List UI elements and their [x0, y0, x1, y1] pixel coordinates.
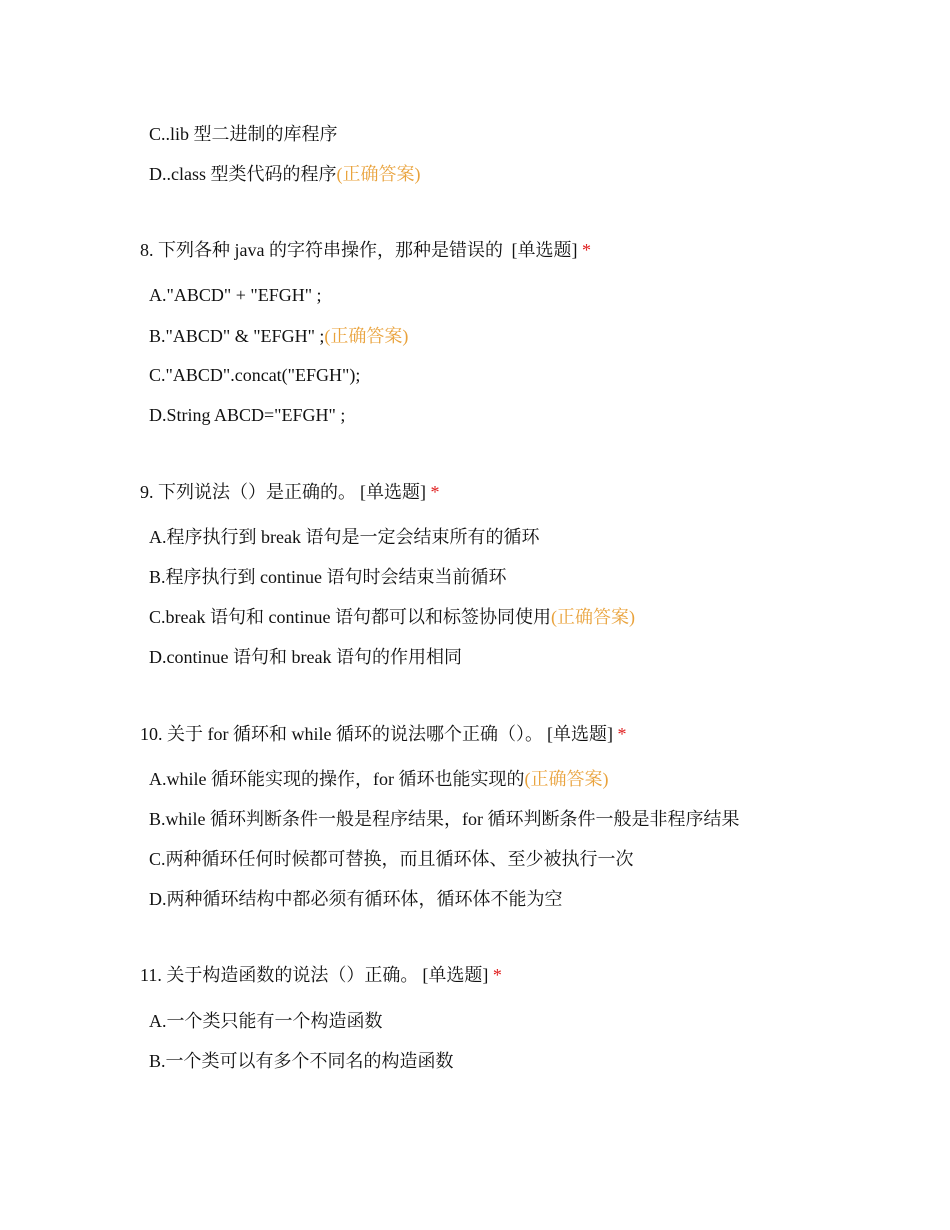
option-text: B.while 循环判断条件一般是程序结果，for 循环判断条件一般是非程序结果 — [149, 809, 740, 829]
required-mark: * — [430, 482, 440, 502]
option-text: C."ABCD".concat("EFGH"); — [149, 365, 361, 385]
required-mark: * — [492, 965, 502, 985]
option-text: C..lib 型二进制的库程序 — [149, 124, 338, 144]
q10-option-d — [149, 887, 563, 911]
q10-option-b — [149, 807, 739, 831]
q9-option-b — [149, 565, 507, 589]
q10-option-a — [149, 767, 608, 791]
option-text: D.两种循环结构中都必须有循环体，循环体不能为空 — [149, 889, 563, 909]
option-text: B.一个类可以有多个不同名的构造函数 — [149, 1051, 454, 1071]
q11-title — [140, 963, 502, 987]
q10-title — [140, 722, 626, 746]
question-text: 8. 下列各种 java 的字符串操作，那种是错误的 — [140, 240, 508, 260]
option-text: D.continue 语句和 break 语句的作用相同 — [149, 647, 462, 667]
q8-option-a — [149, 283, 322, 307]
question-type: [单选题] — [422, 965, 489, 985]
correct-answer-tag: (正确答案) — [336, 164, 421, 184]
required-mark: * — [617, 724, 627, 744]
q11-option-b — [149, 1049, 454, 1073]
q9-option-d — [149, 645, 462, 669]
option-text: A.while 循环能实现的操作，for 循环也能实现的 — [149, 769, 525, 789]
q9-option-a — [149, 525, 539, 549]
option-text: D..class 型类代码的程序 — [149, 164, 337, 184]
required-mark: * — [581, 240, 591, 260]
option-text: A.一个类只能有一个构造函数 — [149, 1011, 383, 1031]
q7-option-c — [149, 122, 338, 146]
option-text: A.程序执行到 break 语句是一定会结束所有的循环 — [149, 527, 540, 547]
q8-title — [140, 238, 591, 262]
q11-option-a — [149, 1009, 383, 1033]
option-text: A."ABCD" + "EFGH" ; — [149, 285, 322, 305]
q10-option-c — [149, 847, 634, 871]
question-text: 11. 关于构造函数的说法（）正确。 — [140, 965, 419, 985]
question-type: [单选题] — [511, 240, 578, 260]
option-text: B.程序执行到 continue 语句时会结束当前循环 — [149, 567, 507, 587]
q7-option-d — [149, 162, 421, 186]
q8-option-c — [149, 363, 360, 387]
question-text: 9. 下列说法（）是正确的。 — [140, 482, 356, 502]
q8-option-d — [149, 403, 345, 427]
option-text: D.String ABCD="EFGH" ; — [149, 405, 346, 425]
question-type: [单选题] — [546, 724, 613, 744]
option-text: C.break 语句和 continue 语句都可以和标签协同使用 — [149, 607, 551, 627]
correct-answer-tag: (正确答案) — [550, 607, 635, 627]
q9-title — [140, 480, 440, 504]
q9-option-c — [149, 605, 635, 629]
option-text: B."ABCD" & "EFGH" ; — [149, 326, 325, 346]
question-text: 10. 关于 for 循环和 while 循环的说法哪个正确（）。 — [140, 724, 543, 744]
correct-answer-tag: (正确答案) — [524, 769, 609, 789]
correct-answer-tag: (正确答案) — [324, 326, 409, 346]
question-type: [单选题] — [360, 482, 426, 502]
option-text: C.两种循环任何时候都可替换，而且循环体、至少被执行一次 — [149, 849, 634, 869]
q8-option-b — [149, 324, 408, 348]
